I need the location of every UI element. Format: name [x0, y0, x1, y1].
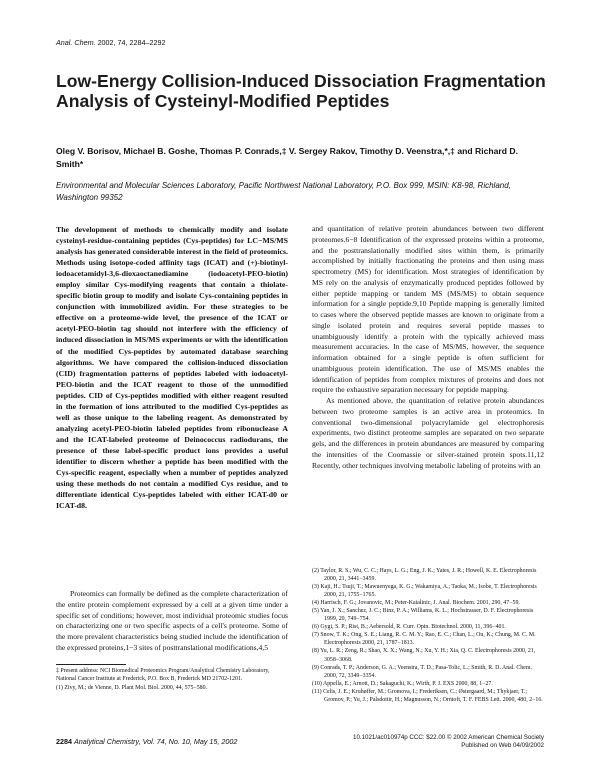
right-paragraph-1: and quantitation of relative protein abundances between two different proteomes.6−8 Identification of the expressed proteins within a proteome, and the posttranslationally modified sites within them, is primarily accomplished by initially fractionating the proteins and then using mass spectrometry (MS) for identification. Most strategies of identification by MS rely on the analysis of enzymatically produced peptides followed by either peptide mapping or tandem MS (MS/MS) to obtain sequence information for a single peptide.9,10 Peptide mapping is generally limited to cases where the observed peptide masses are known to originate from a single isolated protein and requires several peptide masses to unambiguously identify a protein with the typically achieved mass measurement accuracies. In the case of MS/MS, however, the sequence information obtained for a single peptide is often sufficient for unambiguous protein identification. The use of MS/MS enables the identification of peptides from complex mixtures of proteins and does not require the exhaustive separation necessary for peptide mapping. [312, 224, 544, 395]
abstract: The development of methods to chemically modify and isolate cysteinyl-residue-containing peptides (Cys-peptides) for LC−MS/MS analysis has generated considerable interest in the field of proteomics. Methods using isotope-coded affinity tags (ICAT) and (+)-biotinyl-iodoacetamidyl-3,6-dioxaoctanediamine (iodoacetyl-PEO-biotin) employ similar Cys-modifying reagents that contain a thiolate-specific biotin group to modify and isolate Cys-containing peptides in conjunction with immobilized avidin. For these strategies to be effective on a proteome-wide level, the presence of the ICAT or acetyl-PEO-biotin tag should not interfere with the efficiency of induced dissociation in MS/MS experiments or with the identification of the modified Cys-peptides by automated database searching algorithms. We have compared the collision-induced dissociation (CID) fragmentation patterns of peptides labeled with iodoacetyl-PEO-biotin and the ICAT reagent to those of the unmodified peptides. CID of Cys-peptides modified with either reagent resulted in the formation of ions attributed to the modified Cys-peptides as well as those unique to the labeling reagent. As demonstrated by analyzing acetyl-PEO-biotin labeled peptides from ribonuclease A and the ICAT-labeled proteome of Deinococcus radiodurans, the presence of these label-specific product ions provides a useful identifier to discern whether a peptide has been modified with the Cys-specific reagent, especially when a number of peptides analyzed using these methods do not contain a modified Cys residue, and to differentiate identical Cys-peptides labeled with either ICAT-d0 or ICAT-d8. [56, 225, 288, 511]
reference-item: (3) Kaji, H.; Tsuji, T.; Mawuenyega, K. G.; Wakamiya, A.; Taoka, M.; Isobe, T. Electrophoresis 2000, 21, 1755−1765. [312, 584, 537, 599]
citation-info: 2002, 74, 2284–2292 [97, 38, 166, 47]
journal-abbrev: Anal. Chem. [56, 38, 96, 47]
reference-item: (5) Yan, J. X.; Sanchez, J. C.; Binz, P. A.; Williams, K. L.; Hochstrasser, D. F. Electrophoresis 1999, 20, 749−754. [312, 608, 534, 623]
author-list: Oleg V. Borisov, Michael B. Goshe, Thomas P. Conrads,‡ V. Sergey Rakov, Timothy D. Veenstra,*,‡ and Richard D. Smith* [56, 146, 518, 169]
page-number: 2284 [56, 737, 72, 746]
article-title: Low-Energy Collision-Induced Dissociation Fragmentation Analysis of Cysteinyl-Modified Peptides [56, 71, 546, 111]
publication-date: Published on Web 04/09/2002 [461, 742, 544, 750]
introduction-left-column [56, 589, 288, 654]
footnote-present-address: ‡ Present address: NCI Biomedical Proteomics Program/Analytical Chemistry Laboratory, National Cancer Institute at Frederick, P.O. Box B, Frederick MD 21702-1201. [56, 668, 270, 683]
right-column-body [312, 224, 544, 471]
affiliation: Environmental and Molecular Sciences Laboratory, Pacific Northwest National Laboratory, P.O. Box 999, MSIN: K8-98, Richland, Washington 99352 [56, 181, 511, 202]
doi-copyright: 10.1021/ac010974p CCC: $22.00 © 2002 American Chemical Society [353, 734, 544, 741]
journal-issue: Analytical Chemistry, Vol. 74, No. 10, May 15, 2002 [74, 737, 238, 746]
right-paragraph-2: As mentioned above, the quantitation of relative protein abundances between two proteome samples is an active area in proteomics. In conventional two-dimensional polyacrylamide gel electrophoresis experiments, two distinct proteome samples are separated on two separate gels, and the differences in protein abundances are measured by comparing the intensities of the Coomassie or silver-stained protein spots.11,12 Recently, other techniques involving metabolic labeling of proteins with an [312, 396, 544, 470]
reference-item: (11) Celis, J. E.; Kruhøffer, M.; Gromova, I.; Frederiksen, C.; Østergaard, M.; Thykjaer, T.; Gromov, P.; Yu, J.; Palsdottir, H.; Magnusson, N.; Orntoft, T. F. FEBS Lett. 2000, 480, 2−16. [312, 688, 543, 703]
page-footer-left [56, 737, 237, 746]
footnotes-left [56, 667, 288, 692]
reference-item: (4) Harrisch, F. G.; Jovanovic, M.; Peter-Katalinic, J. Anal. Biochem. 2001, 290, 47−59. [312, 600, 520, 607]
reference-list [312, 567, 546, 704]
intro-paragraph: Proteomics can formally be defined as the complete characterization of the entire protein complement expressed by a cell at a given time under a specific set of conditions; however, most individual proteomic studies focus on characterizing one or two specific aspects of a cell's proteome. Some of the more prevalent characteristics being studied include the identification of the expressed proteins,1−3 sites of posttranslational modifications,4,5 [56, 589, 288, 652]
reference-item: (8) Yu, L. R.; Zeng, R.; Shao, X. X.; Wang, N.; Xu, Y. H.; Xia, Q. C. Electrophoresis 2000, 21, 3058−3068. [312, 648, 536, 663]
reference-item: (10) Appella, E.; Arnott, D.; Sakaguchi, K.; Wirth, P. J. EXS 2000, 88, 1−27. [312, 680, 493, 687]
journal-citation-header [56, 38, 166, 47]
reference-item: (7) Snow, T. K.; Ong, S. E.; Liang, R. C. M. Y.; Rao, E. C.; Chan, L.; Ou, K.; Chung, M. C. M. Electrophoresis 2000, 21, 1787−1813. [312, 632, 536, 647]
reference-item: (2) Taylor, R. S.; Wu, C. C.; Hays, L. G.; Eng, J. K.; Yates, J. R.; Howell, K. E. Electrophoresis 2000, 21, 3441−3459. [312, 568, 537, 583]
reference-item: (9) Conrads, T. P.; Anderson, G. A.; Veenstra, T. D.; Pasa-Tolic, L.; Smith, R. D. Anal. Chem. 2000, 72, 3349−3354. [312, 664, 532, 679]
reference-1: (1) Zivy, M.; de Vienne, D. Plant Mol. Biol. 2000, 44, 575−580. [56, 684, 208, 691]
reference-item: (6) Gygi, S. P.; Rist, B.; Aebersold, R. Curr. Opin. Biotechnol. 2000, 11, 396−401. [312, 624, 506, 631]
footnote-divider [56, 664, 126, 665]
page-footer-right [312, 734, 544, 751]
